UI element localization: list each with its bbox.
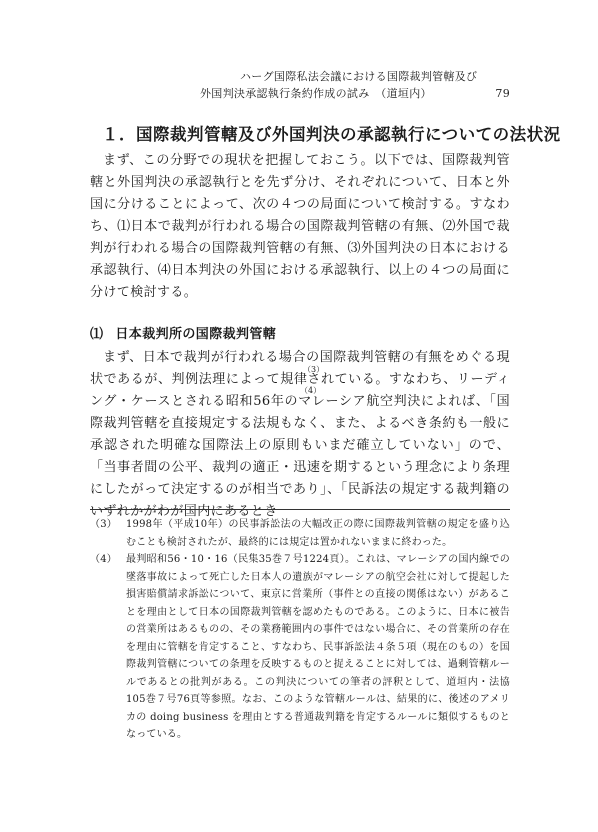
- paragraph-jurisdiction: まず、日本で裁判が行われる場合の国際裁判管轄の有無をめぐる現状であるが、判例法理によって規律されている。すなわち、リーディング・ケースとされる昭和56年のマレーシア航空判決によれば、「国際裁判管轄を直接規定する法規もなく、また、よるべき条約も一般に承認された明確な国際法上の原則もいまだ確立していない」ので、「当事者間の公平、裁判の適正・迅速を期するという理念により条理にしたがって決定するのが相当であり」、「民訴法の規定する裁判籍のいずれかがわが国内にあるとき: [90, 350, 510, 519]
- footnote-ref-3[interactable]: （3）: [303, 365, 325, 374]
- footnote-3: [90, 516, 510, 551]
- running-header-line1: ハーグ国際私法会議における国際裁判管轄及び: [240, 70, 478, 83]
- running-header-line2: 外国判決承認執行条約作成の試み （道垣内）: [200, 87, 432, 100]
- page-number: 79: [495, 87, 510, 100]
- footnote-divider: [90, 509, 510, 510]
- footnote-number: （4）: [90, 554, 117, 565]
- section-heading: １．国際裁判管轄及び外国判決の承認執行についての法状況: [102, 125, 561, 144]
- subsection-number: ⑴: [90, 327, 104, 342]
- running-header: [200, 68, 510, 102]
- footnote-ref-4[interactable]: （4）: [300, 386, 322, 395]
- footnote-text: 1998年（平成10年）の民事訴訟法の大幅改正の際に国際裁判管轄の規定を盛り込むことも検討されたが、最終的には規定は置かれないままに終わった。: [126, 519, 510, 548]
- footnote-number: （3）: [90, 519, 117, 530]
- running-header-line2-row: [200, 85, 510, 102]
- subsection-title: 日本裁判所の国際裁判管轄: [115, 327, 277, 342]
- footnote-text: 最判昭和56・10・16（民集35巻７号1224頁）。これは、マレーシアの国内線での墜落事故によって死亡した日本人の遺族がマレーシアの航空会社に対して提起した損害賠償請求訴訟について、東京に営業所（事件との直接の関係はない）があることを理由として日本の国際裁判管轄を認めたものである。このように、日本に被告の営業所はあるものの、その業務範囲内の事件ではない場合に、その営業所の存在を理由に管轄を肯定すること、すなわち、民事訴訟法４条５項（現在のもの）を国際裁判管轄についての条理を反映するものと捉えることに対しては、過剰管轄ルールであるとの批判がある。この判決についての筆者の評釈として、道垣内・法協105巻７号76頁等参照。なお、このような管轄ルールは、結果的に、後述のアメリカの doing business を理由とする普通裁判籍を肯定するルールに類似するものとなっている。: [126, 554, 510, 740]
- footnote-4: [90, 551, 510, 744]
- paragraph-intro: まず、この分野での現状を把握しておこう。以下では、国際裁判管轄と外国判決の承認執行とを先ず分け、それぞれについて、日本と外国に分けることによって、次の４つの局面について検討する。すなわち、⑴日本で裁判が行われる場合の国際裁判管轄の有無、⑵外国で裁判が行われる場合の国際裁判管轄の有無、⑶外国判決の日本における承認執行、⑷日本判決の外国における承認執行、以上の４つの局面に分けて検討する。: [90, 153, 510, 300]
- subsection-heading: [90, 323, 510, 342]
